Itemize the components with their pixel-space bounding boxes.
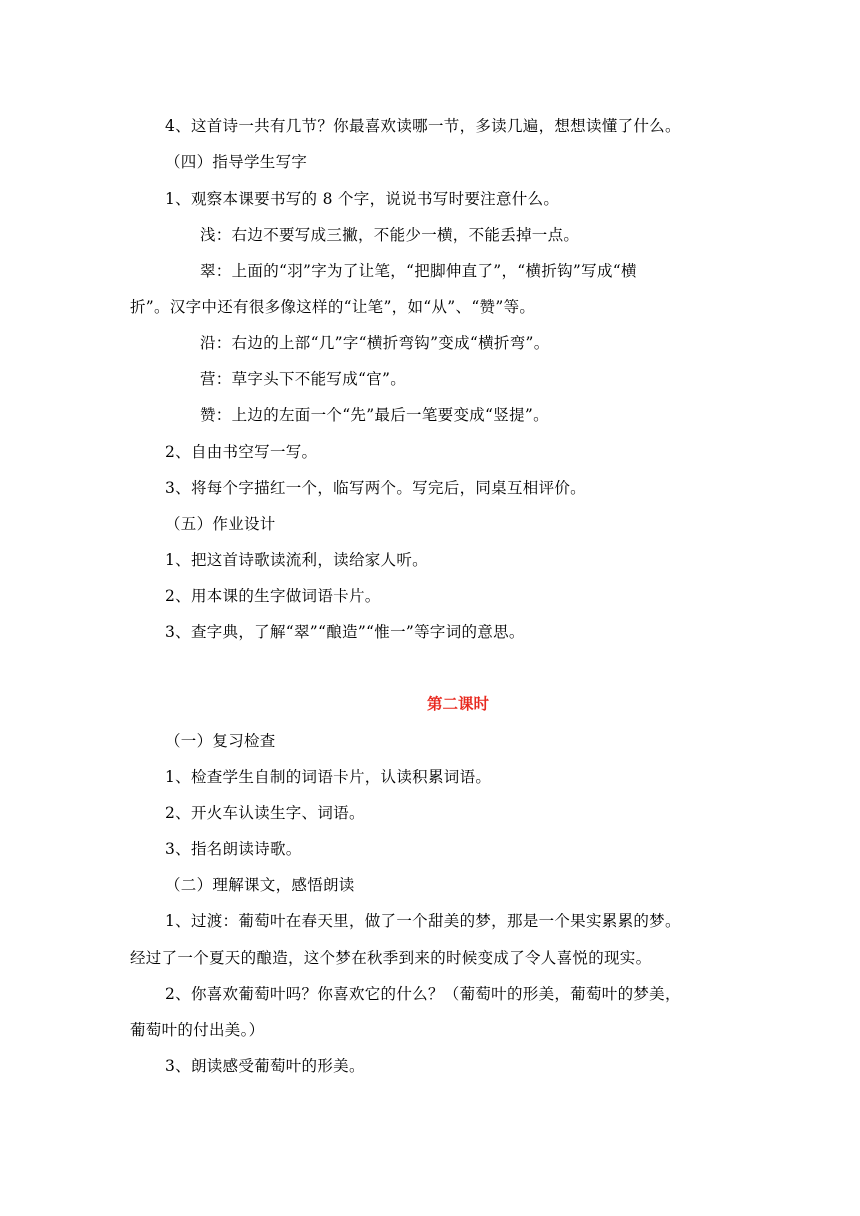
paragraph-line: 3、朗读感受葡萄叶的形美。: [165, 1057, 365, 1075]
section-heading-review: （一）复习检查: [165, 732, 276, 750]
paragraph-line: 2、开火车认读生字、词语。: [165, 804, 365, 822]
paragraph-line: 葡萄叶的付出美。）: [130, 1021, 265, 1039]
paragraph-line: 2、用本课的生字做词语卡片。: [165, 587, 381, 605]
paragraph-line: 2、你喜欢葡萄叶吗？你喜欢它的什么？（葡萄叶的形美，葡萄叶的梦美，: [165, 985, 681, 1003]
paragraph-line: 沿：右边的上部“几”字“横折弯钩”变成“横折弯”。: [200, 334, 550, 352]
paragraph-line: 3、指名朗读诗歌。: [165, 840, 302, 858]
paragraph-line: 4、这首诗一共有几节？你最喜欢读哪一节，多读几遍，想想读懂了什么。: [165, 117, 681, 135]
paragraph-line: 翠：上面的“羽”字为了让笔，“把脚伸直了”，“横折钩”写成“横: [200, 262, 637, 280]
section-heading-understand: （二）理解课文，感悟朗读: [165, 876, 355, 894]
paragraph-line: 营：草字头下不能写成“官”。: [200, 370, 407, 388]
paragraph-line: 经过了一个夏天的酿造，这个梦在秋季到来的时候变成了令人喜悦的现实。: [130, 949, 652, 967]
paragraph-line: 1、观察本课要书写的 8 个字，说说书写时要注意什么。: [165, 190, 560, 208]
paragraph-line: 1、过渡：葡萄叶在春天里，做了一个甜美的梦，那是一个果实累累的梦。: [165, 912, 681, 930]
section-heading-homework: （五）作业设计: [165, 515, 276, 533]
lesson-heading: 第二课时: [427, 695, 490, 713]
paragraph-line: 折”。汉字中还有很多像这样的“让笔”，如“从”、“赞”等。: [130, 298, 536, 316]
section-heading-guide-writing: （四）指导学生写字: [165, 153, 308, 171]
paragraph-line: 赞：上边的左面一个“先”最后一笔要变成“竖提”。: [200, 406, 549, 424]
paragraph-line: 浅：右边不要写成三撇，不能少一横，不能丢掉一点。: [200, 226, 580, 244]
paragraph-line: 1、检查学生自制的词语卡片，认读积累词语。: [165, 768, 492, 786]
paragraph-line: 1、把这首诗歌读流利，读给家人听。: [165, 551, 428, 569]
paragraph-line: 2、自由书空写一写。: [165, 443, 318, 461]
paragraph-line: 3、查字典，了解“翠”“酿造”“惟一”等字词的意思。: [165, 623, 525, 641]
paragraph-line: 3、将每个字描红一个，临写两个。写完后，同桌互相评价。: [165, 479, 586, 497]
